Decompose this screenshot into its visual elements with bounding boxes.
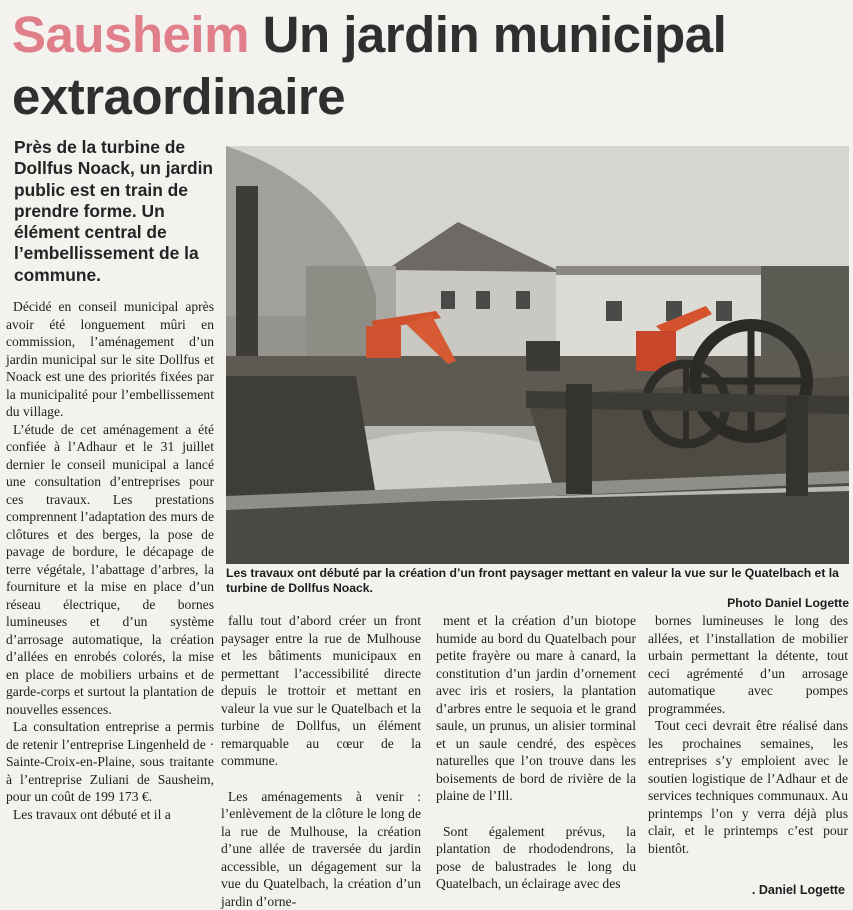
photo-caption: Les travaux ont débuté par la création d’un front paysager mettant en valeur la vue sur le Quatelbach et la turbine de Dollfus Noack. — [226, 566, 849, 596]
paragraph: Sont également prévus, la plantation de rhododendrons, la pose de balustrades le long du Quatelbach, un éclairage avec des — [436, 823, 636, 893]
paragraph: Tout ceci devrait être réalisé dans les prochaines semaines, les entreprises s’y emploient avec le soutien logistique de l’Adhaur et de services techniques communaux. Au printemps l’on y verra déjà plus clair, et le printemps c’est pour bientôt. — [648, 717, 848, 857]
paragraph: bornes lumineuses le long des allées, et l’installation de mobilier urbain permettant la détente, tout ceci agrémenté d’un arrosage automatique avec pompes programmées. — [648, 612, 848, 717]
paragraph: L’étude de cet aménagement a été confiée à l’Adhaur et le 31 juillet dernier le conseil municipal a lancé une consultation d’entreprises pour ces travaux. Les prestations comprennent l’adaptation des murs de clôtures et des berges, la pose de pavage de bordure, le décapage de terre végétale, l’abattage d’arbres, la fourniture et la mise en place d’un réseau électrique, de bornes lumineuses et d’un système d’arrosage automatique, la création d’allées en enrobés colorés, la mise en place de mobiliers urbains et de garde-corps et surtout la plantation de nouvelles essences. — [6, 421, 214, 719]
text-column-4 — [648, 612, 848, 857]
text-column-2 — [221, 612, 421, 910]
author-signature: . Daniel Logette — [752, 883, 845, 897]
paragraph: La consultation entreprise a permis de retenir l’entreprise Lingenheld de · Sainte-Croix-en-Plaine, sous traitante à l’entreprise Zuliani de Sausheim, pour un coût de 199 173 €. — [6, 718, 214, 806]
photo-caption-block — [226, 566, 849, 611]
author-name: Daniel Logette — [759, 883, 845, 897]
article-photo — [226, 146, 849, 564]
photo-turbine-garden — [226, 146, 849, 564]
photo-credit: Photo Daniel Logette — [226, 596, 849, 611]
paragraph: Les aménagements à venir : l’enlèvement de la clôture le long de la rue de Mulhouse, la création d’une allée de traversée du jardin accessible, un dégagement sur la vue du Quatelbach, la création d’un jardin d’orne- — [221, 788, 421, 910]
headline-place: Sausheim — [12, 6, 249, 63]
headline — [12, 4, 842, 128]
text-column-1 — [6, 298, 214, 823]
text-column-3 — [436, 612, 636, 893]
paragraph: ment et la création d’un biotope humide au bord du Quatelbach pour petite frayère ou mare à canard, la constitution d’un jardin d’ornement avec iris et rosiers, la plantation d’arbres entre le sequoia et le grand saule, un prunus, un alisier torminal et un saule cendré, des espèces naturelles que l’on trouve dans les boisements de bord de rivière de la plaine de l’Ill. — [436, 612, 636, 805]
lead-paragraph: Près de la turbine de Dollfus Noack, un jardin public est en train de prendre forme. Un élément central de l’embellissement de la commune. — [14, 137, 222, 286]
paragraph: fallu tout d’abord créer un front paysager entre la rue de Mulhouse et les bâtiments municipaux en permettant l’accessibilité directe depuis le trottoir et mettant en valeur la vue sur le Quatelbach et la turbine de Dollfus, un élément remarquable au cœur de la commune. — [221, 612, 421, 770]
paragraph: Décidé en conseil municipal après avoir été longuement mûri en commission, l’aménagement d’un jardin municipal sur le site Dollfus et Noack est une des priorités fixées par la municipalité pour l’embellissement du village. — [6, 298, 214, 421]
headline-title: Un jardin municipal extraordinaire — [12, 6, 726, 125]
paragraph: Les travaux ont débuté et il a — [6, 806, 214, 824]
